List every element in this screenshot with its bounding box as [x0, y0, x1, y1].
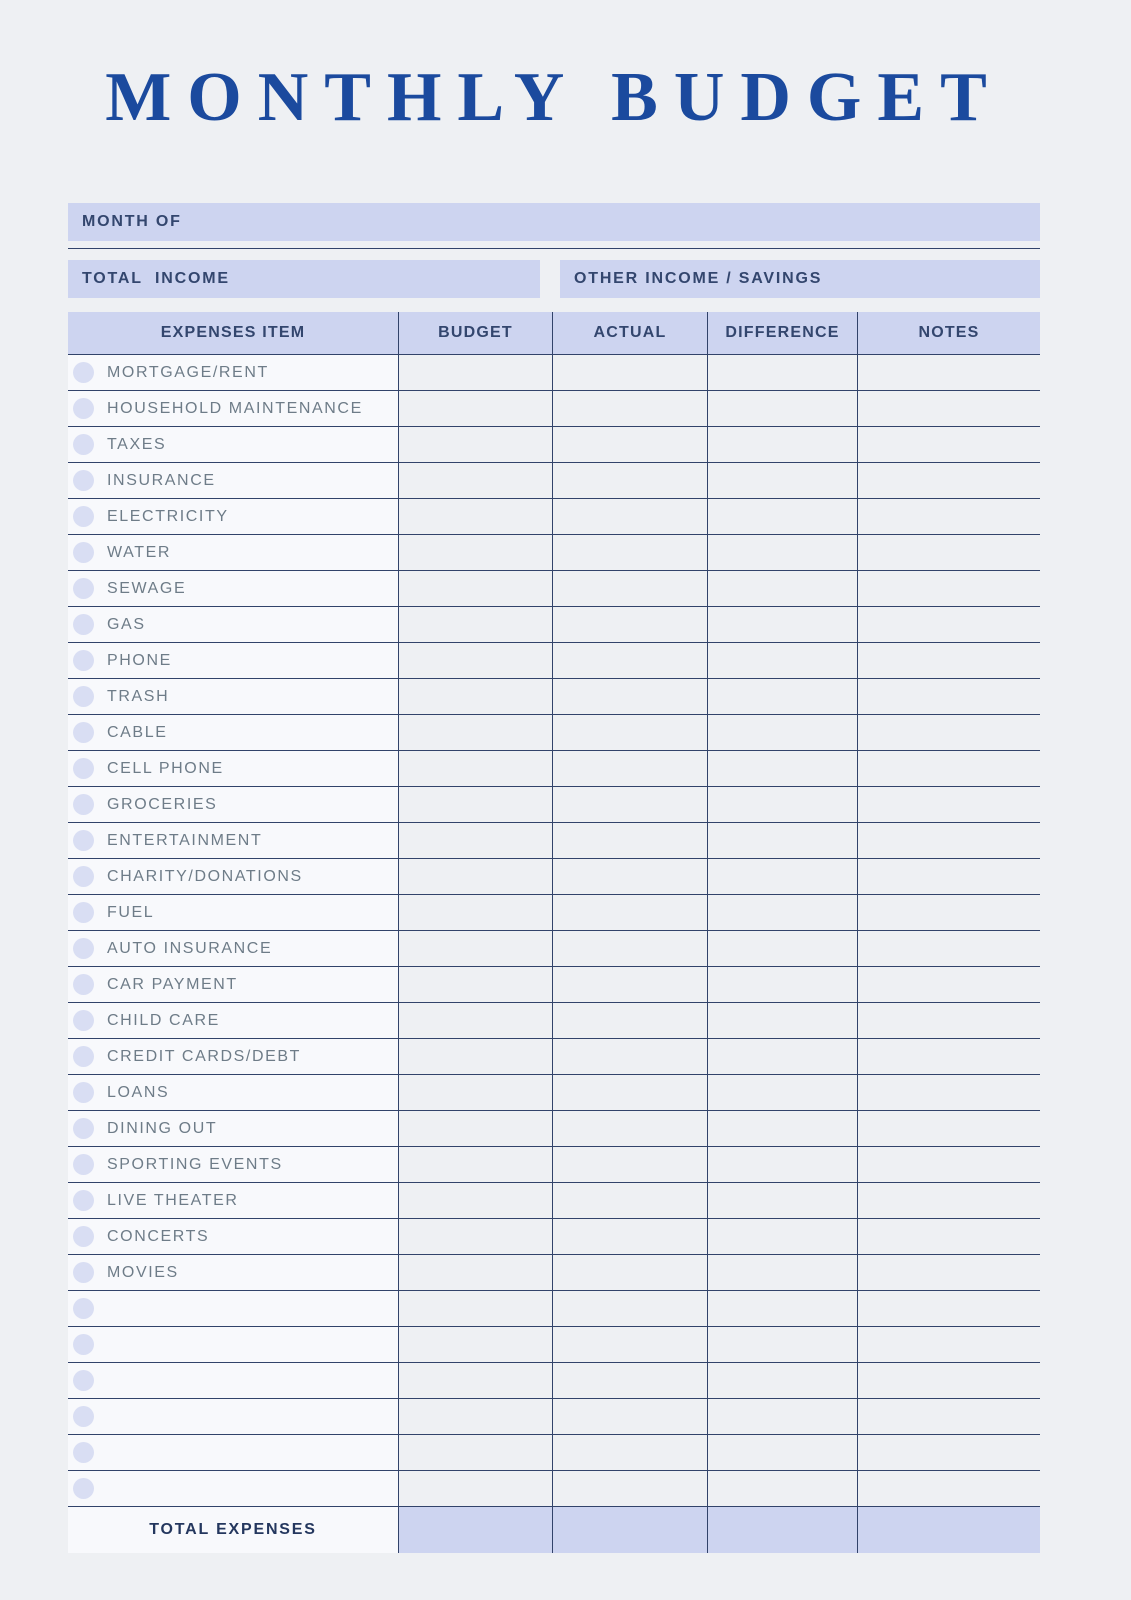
budget-cell[interactable]: [398, 1147, 552, 1182]
bullet-circle-icon: [73, 470, 94, 491]
budget-cell[interactable]: [398, 1363, 552, 1398]
difference-cell[interactable]: [707, 1219, 857, 1254]
expense-item-cell: [68, 1147, 398, 1182]
difference-cell[interactable]: [707, 1147, 857, 1182]
difference-cell[interactable]: [707, 823, 857, 858]
bullet-circle-icon: [73, 902, 94, 923]
actual-cell[interactable]: [552, 1363, 707, 1398]
expense-item-label: MORTGAGE/RENT: [107, 363, 269, 381]
header-budget: BUDGET: [398, 312, 552, 354]
expense-row: [68, 571, 1040, 607]
expense-row: [68, 1471, 1040, 1507]
other-income-label: OTHER INCOME / SAVINGS: [574, 270, 823, 287]
expense-item-cell: [68, 427, 398, 462]
expense-item-label: CREDIT CARDS/DEBT: [107, 1047, 302, 1065]
expense-row: [68, 931, 1040, 967]
expense-item-cell: [68, 931, 398, 966]
bullet-circle-icon: [73, 542, 94, 563]
actual-cell[interactable]: [552, 607, 707, 642]
bullet-circle-icon: [73, 1010, 94, 1031]
budget-cell[interactable]: [398, 1003, 552, 1038]
expense-item-label: CONCERTS: [107, 1227, 210, 1245]
month-of-underline: [68, 248, 1040, 249]
expense-item-cell: [68, 1471, 398, 1506]
expense-row: [68, 1327, 1040, 1363]
budget-cell[interactable]: [398, 787, 552, 822]
difference-cell[interactable]: [707, 1327, 857, 1362]
budget-cell[interactable]: [398, 643, 552, 678]
bullet-circle-icon: [73, 974, 94, 995]
bullet-circle-icon: [73, 1082, 94, 1103]
actual-cell[interactable]: [552, 1255, 707, 1290]
actual-cell[interactable]: [552, 391, 707, 426]
notes-cell[interactable]: [857, 499, 1040, 534]
expense-item-label: HOUSEHOLD MAINTENANCE: [107, 399, 363, 417]
month-of-label: MONTH OF: [82, 213, 182, 230]
notes-cell[interactable]: [857, 1471, 1040, 1506]
difference-cell[interactable]: [707, 571, 857, 606]
notes-cell[interactable]: [857, 967, 1040, 1002]
difference-cell[interactable]: [707, 859, 857, 894]
page-title: MONTHLY BUDGET: [105, 59, 1003, 136]
expense-row: [68, 787, 1040, 823]
notes-cell[interactable]: [857, 895, 1040, 930]
budget-cell[interactable]: [398, 895, 552, 930]
budget-cell[interactable]: [398, 931, 552, 966]
expense-item-cell: [68, 1219, 398, 1254]
expense-item-cell: [68, 1327, 398, 1362]
expenses-table: [68, 312, 1040, 1553]
expense-item-label: LOANS: [107, 1083, 170, 1101]
budget-cell[interactable]: [398, 463, 552, 498]
notes-cell[interactable]: [857, 787, 1040, 822]
expense-row: [68, 1435, 1040, 1471]
expense-item-cell: [68, 1075, 398, 1110]
expense-item-label: CAR PAYMENT: [107, 975, 238, 993]
notes-cell[interactable]: [857, 1327, 1040, 1362]
notes-cell[interactable]: [857, 1399, 1040, 1434]
actual-cell[interactable]: [552, 679, 707, 714]
bullet-circle-icon: [73, 578, 94, 599]
actual-cell[interactable]: [552, 895, 707, 930]
difference-cell[interactable]: [707, 1111, 857, 1146]
expense-row: [68, 1183, 1040, 1219]
actual-cell[interactable]: [552, 427, 707, 462]
difference-cell[interactable]: [707, 967, 857, 1002]
table-header-row: [68, 312, 1040, 355]
bullet-circle-icon: [73, 1190, 94, 1211]
expense-item-label: CELL PHONE: [107, 759, 224, 777]
expense-row: [68, 607, 1040, 643]
expense-row: [68, 463, 1040, 499]
expense-row: [68, 823, 1040, 859]
total-notes-cell[interactable]: [857, 1507, 1040, 1553]
header-expenses-item: EXPENSES ITEM: [160, 324, 306, 341]
bullet-circle-icon: [73, 686, 94, 707]
actual-cell[interactable]: [552, 787, 707, 822]
notes-cell[interactable]: [857, 1075, 1040, 1110]
expense-item-cell: [68, 1399, 398, 1434]
expense-item-label: GROCERIES: [107, 795, 218, 813]
budget-cell[interactable]: [398, 967, 552, 1002]
other-income-field[interactable]: [560, 260, 1040, 298]
expense-item-cell: [68, 751, 398, 786]
expense-item-label: LIVE THEATER: [107, 1191, 239, 1209]
expense-item-cell: [68, 823, 398, 858]
budget-cell[interactable]: [398, 607, 552, 642]
total-expenses-label-cell: [68, 1507, 398, 1553]
actual-cell[interactable]: [552, 715, 707, 750]
notes-cell[interactable]: [857, 931, 1040, 966]
budget-cell[interactable]: [398, 1183, 552, 1218]
total-actual-cell[interactable]: [552, 1507, 707, 1553]
bullet-circle-icon: [73, 362, 94, 383]
bullet-circle-icon: [73, 434, 94, 455]
notes-cell[interactable]: [857, 1147, 1040, 1182]
expense-item-label: MOVIES: [107, 1263, 179, 1281]
expense-item-cell: [68, 1111, 398, 1146]
actual-cell[interactable]: [552, 1219, 707, 1254]
table-body: [68, 355, 1040, 1507]
total-income-label: TOTAL INCOME: [82, 270, 230, 287]
expense-item-cell: [68, 571, 398, 606]
actual-cell[interactable]: [552, 751, 707, 786]
bullet-circle-icon: [73, 866, 94, 887]
budget-cell[interactable]: [398, 1075, 552, 1110]
actual-cell[interactable]: [552, 1291, 707, 1326]
expense-row: [68, 1255, 1040, 1291]
expense-item-cell: [68, 1039, 398, 1074]
notes-cell[interactable]: [857, 1183, 1040, 1218]
difference-cell[interactable]: [707, 355, 857, 390]
bullet-circle-icon: [73, 1154, 94, 1175]
expense-item-label: FUEL: [107, 903, 155, 921]
notes-cell[interactable]: [857, 751, 1040, 786]
expense-row: [68, 499, 1040, 535]
difference-cell[interactable]: [707, 499, 857, 534]
budget-cell[interactable]: [398, 391, 552, 426]
actual-cell[interactable]: [552, 1003, 707, 1038]
expense-row: [68, 355, 1040, 391]
notes-cell[interactable]: [857, 859, 1040, 894]
expense-item-cell: [68, 787, 398, 822]
expense-item-cell: [68, 607, 398, 642]
bullet-circle-icon: [73, 1118, 94, 1139]
difference-cell[interactable]: [707, 895, 857, 930]
difference-cell[interactable]: [707, 1183, 857, 1218]
header-difference: DIFFERENCE: [707, 312, 857, 354]
bullet-circle-icon: [73, 398, 94, 419]
actual-cell[interactable]: [552, 1327, 707, 1362]
expense-item-label: WATER: [107, 543, 171, 561]
bullet-circle-icon: [73, 722, 94, 743]
budget-cell[interactable]: [398, 535, 552, 570]
budget-cell[interactable]: [398, 1327, 552, 1362]
expense-item-label: AUTO INSURANCE: [107, 939, 273, 957]
expense-item-cell: [68, 1255, 398, 1290]
difference-cell[interactable]: [707, 715, 857, 750]
expense-row: [68, 715, 1040, 751]
bullet-circle-icon: [73, 1478, 94, 1499]
notes-cell[interactable]: [857, 1363, 1040, 1398]
difference-cell[interactable]: [707, 1255, 857, 1290]
expense-item-label: GAS: [107, 615, 146, 633]
difference-cell[interactable]: [707, 1039, 857, 1074]
notes-cell[interactable]: [857, 1435, 1040, 1470]
notes-cell[interactable]: [857, 715, 1040, 750]
total-budget-cell[interactable]: [398, 1507, 552, 1553]
notes-cell[interactable]: [857, 607, 1040, 642]
header-notes: NOTES: [857, 312, 1040, 354]
expense-item-label: CHILD CARE: [107, 1011, 220, 1029]
expense-item-cell: [68, 679, 398, 714]
budget-cell[interactable]: [398, 715, 552, 750]
expense-item-label: CABLE: [107, 723, 168, 741]
notes-cell[interactable]: [857, 535, 1040, 570]
expense-row: [68, 1291, 1040, 1327]
difference-cell[interactable]: [707, 1399, 857, 1434]
difference-cell[interactable]: [707, 643, 857, 678]
difference-cell[interactable]: [707, 1075, 857, 1110]
notes-cell[interactable]: [857, 1219, 1040, 1254]
expense-row: [68, 1075, 1040, 1111]
expense-item-label: PHONE: [107, 651, 172, 669]
notes-cell[interactable]: [857, 823, 1040, 858]
bullet-circle-icon: [73, 1046, 94, 1067]
budget-cell[interactable]: [398, 427, 552, 462]
expense-item-cell: [68, 859, 398, 894]
bullet-circle-icon: [73, 758, 94, 779]
expense-item-cell: [68, 355, 398, 390]
expense-row: [68, 751, 1040, 787]
expense-row: [68, 1039, 1040, 1075]
actual-cell[interactable]: [552, 1111, 707, 1146]
budget-cell[interactable]: [398, 1435, 552, 1470]
expense-row: [68, 1111, 1040, 1147]
bullet-circle-icon: [73, 830, 94, 851]
bullet-circle-icon: [73, 1298, 94, 1319]
budget-cell[interactable]: [398, 823, 552, 858]
budget-cell[interactable]: [398, 751, 552, 786]
actual-cell[interactable]: [552, 1147, 707, 1182]
difference-cell[interactable]: [707, 535, 857, 570]
budget-cell[interactable]: [398, 1399, 552, 1434]
budget-cell[interactable]: [398, 355, 552, 390]
notes-cell[interactable]: [857, 463, 1040, 498]
difference-cell[interactable]: [707, 751, 857, 786]
actual-cell[interactable]: [552, 931, 707, 966]
expense-item-cell: [68, 1291, 398, 1326]
actual-cell[interactable]: [552, 571, 707, 606]
expense-item-cell: [68, 967, 398, 1002]
difference-cell[interactable]: [707, 607, 857, 642]
expense-item-label: TRASH: [107, 687, 170, 705]
budget-cell[interactable]: [398, 1291, 552, 1326]
expense-item-label: SPORTING EVENTS: [107, 1155, 283, 1173]
notes-cell[interactable]: [857, 1111, 1040, 1146]
expense-item-label: ELECTRICITY: [107, 507, 229, 525]
notes-cell[interactable]: [857, 571, 1040, 606]
expense-item-cell: [68, 391, 398, 426]
notes-cell[interactable]: [857, 391, 1040, 426]
bullet-circle-icon: [73, 794, 94, 815]
bullet-circle-icon: [73, 1370, 94, 1391]
difference-cell[interactable]: [707, 1003, 857, 1038]
expense-row: [68, 391, 1040, 427]
total-difference-cell[interactable]: [707, 1507, 857, 1553]
bullet-circle-icon: [73, 1334, 94, 1355]
expense-item-cell: [68, 535, 398, 570]
bullet-circle-icon: [73, 1262, 94, 1283]
actual-cell[interactable]: [552, 1435, 707, 1470]
expense-row: [68, 895, 1040, 931]
expense-item-label: SEWAGE: [107, 579, 187, 597]
difference-cell[interactable]: [707, 787, 857, 822]
income-row: [68, 260, 1040, 298]
actual-cell[interactable]: [552, 1471, 707, 1506]
budget-cell[interactable]: [398, 571, 552, 606]
expense-item-cell: [68, 499, 398, 534]
actual-cell[interactable]: [552, 1075, 707, 1110]
actual-cell[interactable]: [552, 355, 707, 390]
expense-row: [68, 643, 1040, 679]
expense-item-cell: [68, 643, 398, 678]
bullet-circle-icon: [73, 1406, 94, 1427]
bullet-circle-icon: [73, 1226, 94, 1247]
expense-row: [68, 1147, 1040, 1183]
bullet-circle-icon: [73, 506, 94, 527]
actual-cell[interactable]: [552, 967, 707, 1002]
budget-cell[interactable]: [398, 1255, 552, 1290]
budget-cell[interactable]: [398, 679, 552, 714]
actual-cell[interactable]: [552, 859, 707, 894]
expense-item-label: ENTERTAINMENT: [107, 831, 263, 849]
budget-cell[interactable]: [398, 1471, 552, 1506]
expense-item-cell: [68, 715, 398, 750]
budget-cell[interactable]: [398, 499, 552, 534]
expense-row: [68, 679, 1040, 715]
expense-item-cell: [68, 463, 398, 498]
notes-cell[interactable]: [857, 427, 1040, 462]
budget-cell[interactable]: [398, 1111, 552, 1146]
difference-cell[interactable]: [707, 679, 857, 714]
expense-row: [68, 1363, 1040, 1399]
difference-cell[interactable]: [707, 931, 857, 966]
actual-cell[interactable]: [552, 1183, 707, 1218]
difference-cell[interactable]: [707, 1291, 857, 1326]
expense-item-label: TAXES: [107, 435, 167, 453]
notes-cell[interactable]: [857, 1039, 1040, 1074]
expense-item-label: CHARITY/DONATIONS: [107, 867, 303, 885]
expense-row: [68, 1399, 1040, 1435]
bullet-circle-icon: [73, 650, 94, 671]
expense-item-cell: [68, 1183, 398, 1218]
difference-cell[interactable]: [707, 463, 857, 498]
total-expenses-label: TOTAL EXPENSES: [149, 1521, 317, 1538]
budget-cell[interactable]: [398, 859, 552, 894]
difference-cell[interactable]: [707, 427, 857, 462]
notes-cell[interactable]: [857, 1003, 1040, 1038]
difference-cell[interactable]: [707, 1435, 857, 1470]
bullet-circle-icon: [73, 938, 94, 959]
expense-row: [68, 1219, 1040, 1255]
difference-cell[interactable]: [707, 391, 857, 426]
expense-item-label: INSURANCE: [107, 471, 216, 489]
expense-item-cell: [68, 1003, 398, 1038]
header-actual: ACTUAL: [552, 312, 707, 354]
actual-cell[interactable]: [552, 1039, 707, 1074]
notes-cell[interactable]: [857, 355, 1040, 390]
expense-row: [68, 535, 1040, 571]
actual-cell[interactable]: [552, 823, 707, 858]
notes-cell[interactable]: [857, 679, 1040, 714]
budget-cell[interactable]: [398, 1219, 552, 1254]
month-of-field[interactable]: [68, 203, 1040, 241]
expense-item-label: DINING OUT: [107, 1119, 218, 1137]
budget-cell[interactable]: [398, 1039, 552, 1074]
difference-cell[interactable]: [707, 1363, 857, 1398]
total-income-field[interactable]: [68, 260, 540, 298]
difference-cell[interactable]: [707, 1471, 857, 1506]
actual-cell[interactable]: [552, 1399, 707, 1434]
actual-cell[interactable]: [552, 499, 707, 534]
total-expenses-row: [68, 1507, 1040, 1553]
expense-item-cell: [68, 1363, 398, 1398]
expense-row: [68, 1003, 1040, 1039]
notes-cell[interactable]: [857, 643, 1040, 678]
expense-item-cell: [68, 895, 398, 930]
expense-row: [68, 859, 1040, 895]
notes-cell[interactable]: [857, 1255, 1040, 1290]
bullet-circle-icon: [73, 614, 94, 635]
actual-cell[interactable]: [552, 535, 707, 570]
expense-row: [68, 967, 1040, 1003]
expense-item-cell: [68, 1435, 398, 1470]
notes-cell[interactable]: [857, 1291, 1040, 1326]
actual-cell[interactable]: [552, 643, 707, 678]
bullet-circle-icon: [73, 1442, 94, 1463]
expense-row: [68, 427, 1040, 463]
actual-cell[interactable]: [552, 463, 707, 498]
